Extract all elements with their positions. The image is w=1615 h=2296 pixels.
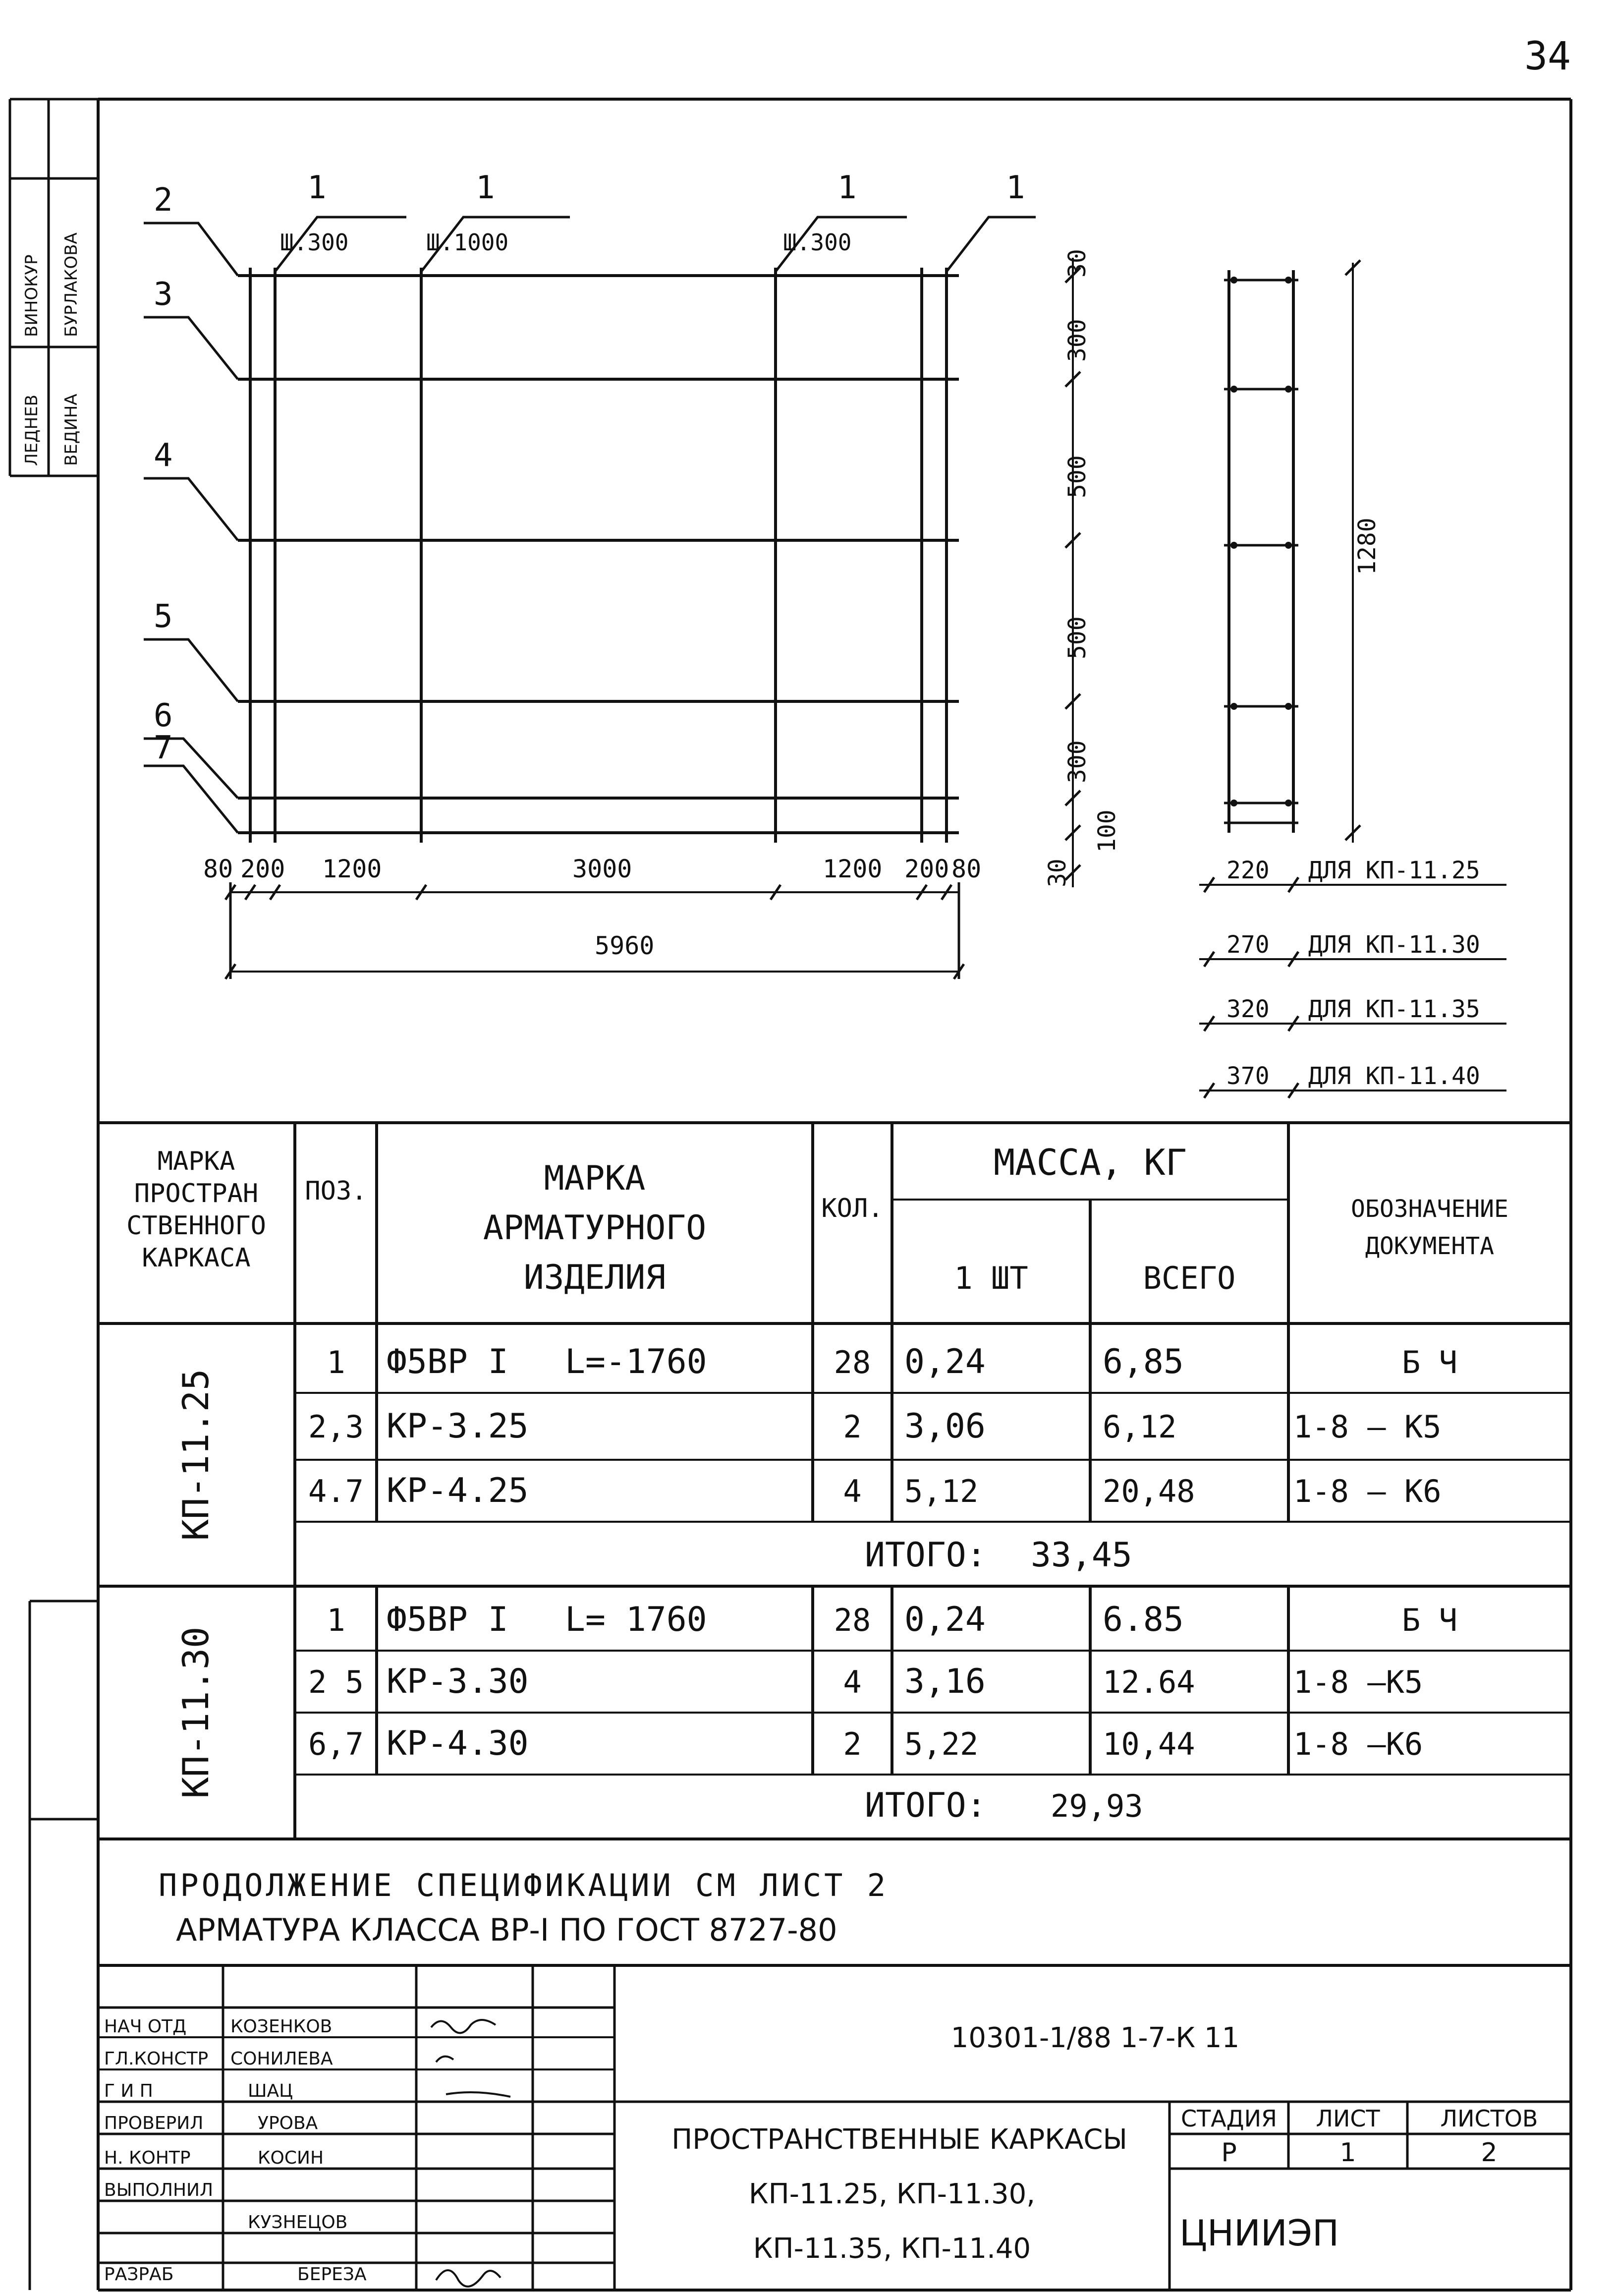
leader-line — [947, 217, 1036, 272]
header-document: ОБОЗНАЧЕНИЕ — [1351, 1195, 1508, 1223]
cell-document: 1-8 —К6 — [1293, 1726, 1423, 1762]
person-name: КОЗЕНКОВ — [230, 2016, 333, 2037]
cell-item: КР-4.25 — [387, 1471, 529, 1510]
header-mark-frame: ПРОСТРАН — [134, 1179, 259, 1208]
frame-elevation — [144, 170, 1121, 979]
section-width-label: ДЛЯ КП-11.25 — [1308, 857, 1480, 884]
callout-number: 4 — [154, 437, 173, 474]
notes — [159, 1867, 889, 1948]
side-stamp — [10, 99, 98, 2290]
header-mark-frame: СТВЕННОГО — [126, 1211, 266, 1241]
dimension-label: 30 — [1044, 859, 1071, 887]
document-code: 10301-1/88 1-7-К 11 — [950, 2022, 1240, 2054]
cell-quantity: 4 — [843, 1664, 862, 1700]
cell-document: 1-8 — К6 — [1293, 1473, 1442, 1509]
cell-position: 2,3 — [308, 1409, 364, 1445]
person-name: КОСИН — [258, 2148, 324, 2168]
cell-mass-one: 3,06 — [904, 1407, 986, 1446]
callout-number: 1 — [1006, 170, 1025, 206]
cell-mass-total: 10,44 — [1103, 1726, 1195, 1762]
sheets-value: 2 — [1481, 2138, 1498, 2168]
section-width-dim: 270 — [1226, 931, 1270, 959]
section-width-dim: 220 — [1226, 857, 1270, 884]
organization-name: ЦНИИЭП — [1179, 2212, 1339, 2254]
table-row — [308, 1471, 1442, 1510]
section-width-dim: 320 — [1226, 995, 1270, 1023]
header-mark-item: МАРКА — [544, 1159, 646, 1198]
header-position: ПОЗ. — [305, 1176, 367, 1206]
cell-length: L=-1760 — [565, 1342, 707, 1381]
dimension-label: 80 — [951, 855, 982, 883]
cell-item: КР-4.30 — [387, 1724, 529, 1763]
table-row — [308, 1724, 1423, 1763]
role-label: ГЛ.КОНСТР — [104, 2049, 209, 2069]
header-mark-frame: МАРКА — [157, 1147, 235, 1176]
sheet-value: 1 — [1339, 2138, 1356, 2168]
cell-quantity: 28 — [834, 1602, 871, 1638]
total-value: 33,45 — [1031, 1536, 1132, 1575]
cell-item: Ф5ВР I — [387, 1600, 508, 1639]
callout-number: 3 — [154, 276, 173, 313]
header-mass-total: ВСЕГО — [1143, 1260, 1236, 1296]
cell-item: КР-3.25 — [387, 1407, 529, 1446]
drawing-title: КП-11.35, КП-11.40 — [753, 2233, 1031, 2265]
cell-quantity: 4 — [843, 1473, 862, 1509]
leader-line — [144, 223, 238, 276]
callout-number: 6 — [154, 697, 173, 734]
total-label: ИТОГО: — [865, 1536, 987, 1575]
side-stamp-text: ВИНОКУР — [22, 254, 42, 337]
cell-position: 1 — [327, 1602, 345, 1638]
person-name: КУЗНЕЦОВ — [248, 2212, 348, 2233]
dimension-label: 200 — [904, 855, 949, 883]
callout-number: 7 — [154, 730, 173, 766]
cell-mass-one: 3,16 — [904, 1662, 986, 1701]
page-number: 34 — [1524, 34, 1571, 79]
cell-mass-total: 6,12 — [1103, 1409, 1177, 1445]
spacing-label: Ш.300 — [280, 229, 349, 256]
signature — [431, 2020, 510, 2287]
cell-position: 6,7 — [308, 1726, 364, 1762]
section-width-row — [1199, 1062, 1506, 1098]
frame-mark: КП-11.25 — [175, 1369, 217, 1541]
person-name: БЕРЕЗА — [297, 2264, 367, 2285]
section-width-row — [1199, 931, 1506, 967]
note-line: ПРОДОЛЖЕНИЕ СПЕЦИФИКАЦИИ СМ ЛИСТ 2 — [159, 1867, 889, 1903]
cell-mass-total: 12.64 — [1103, 1664, 1195, 1700]
side-stamp-text: БУРЛАКОВА — [61, 232, 81, 337]
total-value: 29,93 — [1051, 1788, 1143, 1824]
dimension-label: 200 — [240, 855, 285, 883]
person-name: ШАЦ — [248, 2081, 293, 2101]
callout-number: 1 — [476, 170, 495, 206]
drawing-title: КП-11.25, КП-11.30, — [748, 2178, 1036, 2210]
dimension-label: 500 — [1063, 455, 1091, 498]
title-block — [98, 1965, 1571, 2290]
cell-position: 4.7 — [308, 1473, 364, 1509]
table-row — [308, 1407, 1442, 1446]
role-label: Г И П — [104, 2081, 153, 2101]
note-line: АРМАТУРА КЛАССА ВР-I ПО ГОСТ 8727-80 — [176, 1912, 837, 1948]
cell-position: 2 5 — [308, 1664, 364, 1700]
cell-document: 1-8 — К5 — [1293, 1409, 1442, 1445]
section-width-dim: 370 — [1226, 1062, 1270, 1090]
header-mass: МАССА, КГ — [993, 1142, 1187, 1183]
side-stamp-text: ЛЕДНЕВ — [22, 395, 42, 466]
role-label: Н. КОНТР — [104, 2148, 191, 2168]
dimension-label: 30 — [1063, 249, 1091, 278]
frame-mark: КП-11.30 — [175, 1626, 217, 1799]
header-mark-frame: КАРКАСА — [142, 1243, 251, 1273]
cell-mass-one: 5,22 — [904, 1726, 979, 1762]
cell-document: Б Ч — [1402, 1602, 1457, 1638]
cell-quantity: 2 — [843, 1409, 862, 1445]
section-width-label: ДЛЯ КП-11.40 — [1308, 1062, 1480, 1090]
cell-mass-total: 20,48 — [1103, 1473, 1195, 1509]
drawing-title: ПРОСТРАНСТВЕННЫЕ КАРКАСЫ — [671, 2124, 1127, 2156]
section-width-row — [1199, 857, 1506, 892]
specification-table — [98, 1123, 1571, 1965]
callout-number: 1 — [307, 170, 327, 206]
dimension-label: 100 — [1093, 809, 1121, 853]
header-mark-item: ИЗДЕЛИЯ — [523, 1258, 666, 1297]
cell-quantity: 2 — [843, 1726, 862, 1762]
cell-mass-total: 6.85 — [1103, 1600, 1184, 1639]
role-label: ВЫПОЛНИЛ — [104, 2180, 214, 2200]
leader-line — [144, 317, 238, 379]
leader-line — [144, 766, 238, 833]
dimension-label: 300 — [1063, 740, 1091, 783]
dimension-label: 3000 — [572, 855, 632, 883]
dimension-label: 300 — [1063, 319, 1091, 362]
dimension-label: 1200 — [823, 855, 883, 883]
header-mass-one: 1 ШТ — [954, 1260, 1028, 1296]
leader-line — [144, 478, 238, 540]
person-name: СОНИЛЕВА — [230, 2049, 333, 2069]
dimension-label: 500 — [1063, 616, 1091, 659]
sheets-label: ЛИСТОВ — [1440, 2105, 1538, 2132]
header-quantity: КОЛ. — [821, 1194, 884, 1223]
cell-item: Ф5ВР I — [387, 1342, 508, 1381]
stage-value: Р — [1221, 2138, 1237, 2168]
callout-number: 2 — [154, 182, 173, 219]
stage-label: СТАДИЯ — [1181, 2105, 1277, 2132]
cell-document: Б Ч — [1402, 1344, 1457, 1380]
role-label: НАЧ ОТД — [104, 2016, 187, 2037]
cell-mass-one: 0,24 — [904, 1342, 986, 1381]
spacing-label: Ш.1000 — [426, 229, 509, 256]
side-stamp-text: ВЕДИНА — [61, 394, 81, 466]
spacing-label: Ш.300 — [783, 229, 852, 256]
section-width-label: ДЛЯ КП-11.30 — [1308, 931, 1480, 959]
cell-mass-one: 0,24 — [904, 1600, 986, 1639]
cell-mass-one: 5,12 — [904, 1473, 979, 1509]
dimension-label: 1200 — [322, 855, 382, 883]
cell-position: 1 — [327, 1344, 345, 1380]
callout-number: 1 — [837, 170, 857, 206]
sheet-label: ЛИСТ — [1316, 2105, 1380, 2132]
leader-line — [144, 639, 238, 701]
cell-document: 1-8 —К5 — [1293, 1664, 1423, 1700]
total-length-label: 5960 — [595, 931, 655, 960]
person-name: УРОВА — [258, 2113, 318, 2133]
cell-item: КР-3.30 — [387, 1662, 529, 1701]
section-height-label: 1280 — [1353, 517, 1381, 575]
dimension-label: 80 — [203, 855, 233, 883]
cell-quantity: 28 — [834, 1344, 871, 1380]
cell-mass-total: 6,85 — [1103, 1342, 1184, 1381]
role-label: ПРОВЕРИЛ — [104, 2113, 204, 2133]
callout-number: 5 — [154, 598, 173, 635]
header-document: ДОКУМЕНТА — [1365, 1232, 1495, 1260]
total-label: ИТОГО: — [865, 1786, 987, 1825]
section-width-label: ДЛЯ КП-11.35 — [1308, 995, 1480, 1023]
frame-section — [1199, 260, 1506, 1098]
header-mark-item: АРМАТУРНОГО — [483, 1208, 707, 1248]
section-width-row — [1199, 995, 1506, 1031]
table-row — [308, 1662, 1423, 1701]
cell-length: L= 1760 — [565, 1600, 707, 1639]
role-label: РАЗРАБ — [104, 2264, 174, 2285]
